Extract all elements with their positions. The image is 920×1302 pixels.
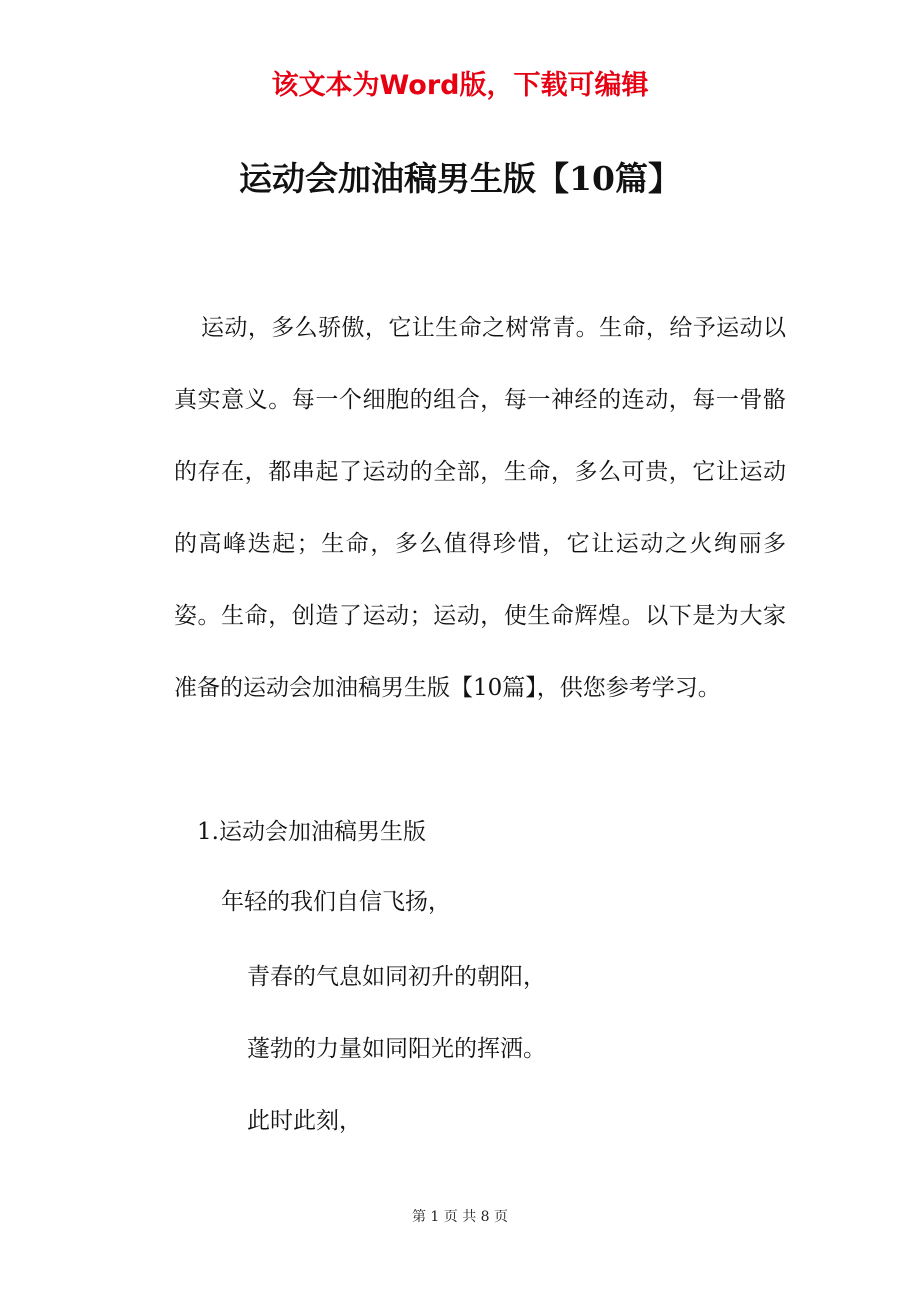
page-title: 运动会加油稿男生版【10篇】: [239, 159, 681, 198]
section-heading: 1.运动会加油稿男生版: [197, 819, 426, 845]
intro-paragraph: 运动，多么骄傲，它让生命之树常青。生命，给予运动以真实意义。每一个细胞的组合，每一神经的连动，每一骨骼的存在，都串起了运动的全部，生命，多么可贵，它让运动的高峰迭起；生命，多么值得珍惜，它让运动之火绚丽多姿。生命，创造了运动；运动，使生命辉煌。以下是为大家准备的运动会加油稿男生版【10篇】，供您参考学习。: [174, 315, 786, 701]
poem-line: 此时此刻，: [247, 1108, 362, 1134]
page-footer: 第 1 页 共 8 页: [411, 1209, 509, 1225]
download-banner: 该文本为Word版，下载可编辑: [271, 70, 649, 101]
poem-line: 年轻的我们自信飞扬，: [221, 889, 451, 915]
poem-line: 蓬勃的力量如同阳光的挥洒。: [247, 1036, 546, 1062]
poem-line: 青春的气息如同初升的朝阳，: [247, 964, 546, 990]
